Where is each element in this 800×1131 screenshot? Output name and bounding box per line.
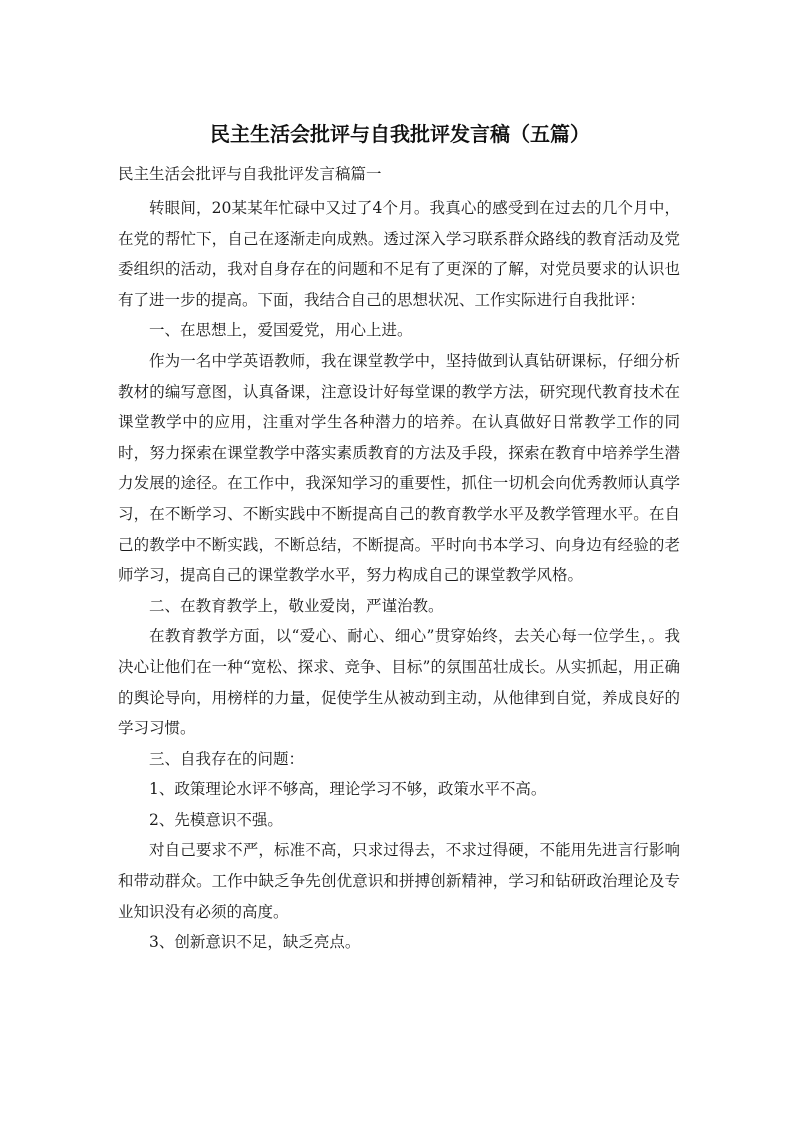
- paragraph-intro: 转眼间，20某某年忙碌中又过了4个月。我真心的感受到在过去的几个月中，在党的帮忙下，自己在逐渐走向成熟。透过深入学习联系群众路线的教育活动及党委组织的活动，我对自身存在的问题和不足有了更深的了解，对党员要求的认识也有了进一步的提高。下面，我结合自己的思想状况、工作实际进行自我批评：: [118, 199, 680, 309]
- paragraph-teaching: 在教育教学方面，以“爱心、耐心、细心”贯穿始终，去关心每一位学生，。我决心让他们在一种“宽松、探求、竞争、目标”的氛围茁壮成长。从实抓起，用正确的舆论导向，用榜样的力量，促使学生从被动到主动，从他律到自觉，养成良好的学习习惯。: [118, 627, 680, 738]
- problem-item-2: 2、先模意识不强。: [149, 810, 283, 829]
- heading-thought: 一、在思想上，爱国爱党，用心上进。: [149, 321, 413, 340]
- document-title: 民主生活会批评与自我批评发言稿（五篇）: [210, 122, 590, 146]
- document-body: [118, 193, 680, 958]
- problem-item-1: 1、政策理论水评不够高，理论学习不够，政策水平不高。: [149, 780, 547, 799]
- paragraph-thought: 作为一名中学英语教师，我在课堂教学中，坚持做到认真钻研课标，仔细分析教材的编写意图，认真备课，注意设计好每堂课的教学方法，研究现代教育技术在课堂教学中的应用，注重对学生各种潜力的培养。在认真做好日常教学工作的同时，努力探索在课堂教学中落实素质教育的方法及手段，探索在教育中培养学生潜力发展的途径。在工作中，我深知学习的重要性，抓住一切机会向优秀教师认真学习，在不断学习、不断实践中不断提高自己的教育教学水平及教学管理水平。在自己的教学中不断实践，不断总结，不断提高。平时向书本学习、向身边有经验的老师学习，提高自己的课堂教学水平，努力构成自己的课堂教学风格。: [118, 351, 680, 585]
- section-heading: 民主生活会批评与自我批评发言稿篇一: [118, 165, 382, 183]
- problem-item-3: 3、创新意识不足，缺乏亮点。: [149, 933, 361, 952]
- heading-teaching: 二、在教育教学上，敬业爱岗，严谨治教。: [149, 596, 444, 615]
- paragraph-problem-2-detail: 对自己要求不严，标准不高，只求过得去，不求过得硬，不能用先进言行影响和带动群众。工作中缺乏争先创优意识和拼搏创新精神，学习和钻研政治理论及专业知识没有必须的高度。: [118, 841, 680, 921]
- heading-problems: 三、自我存在的问题：: [149, 749, 305, 768]
